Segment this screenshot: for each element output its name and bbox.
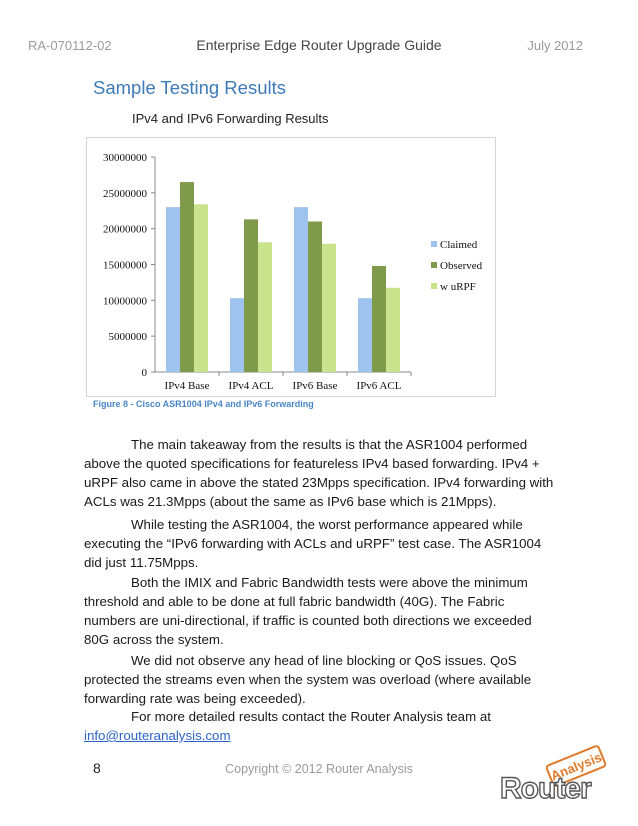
bar-observed — [372, 266, 386, 372]
page-number: 8 — [93, 760, 101, 776]
bar-w-urpf — [386, 288, 400, 372]
legend-label: w uRPF — [440, 281, 476, 293]
x-tick-label: IPv4 Base — [164, 380, 210, 392]
paragraph-4 — [84, 651, 554, 708]
bar-observed — [244, 219, 258, 372]
x-tick-label: IPv6 ACL — [356, 380, 402, 392]
y-tick-label: 20000000 — [103, 223, 147, 236]
legend-swatch — [431, 283, 437, 289]
y-tick-label: 0 — [141, 367, 147, 379]
chart-title: IPv4 and IPv6 Forwarding Results — [132, 111, 329, 126]
router-analysis-logo — [496, 744, 612, 806]
footer-copyright: Copyright © 2012 Router Analysis — [225, 762, 413, 776]
paragraph-text: Both the IMIX and Fabric Bandwidth tests were above the minimum threshold and able to be done at full fabric bandwidth (40G). The Fabric numbers are uni-directional, if traffic is counted both directions we exceeded 80G across the system. — [84, 575, 532, 647]
bar-claimed — [358, 298, 372, 372]
header-date: July 2012 — [527, 38, 583, 53]
x-tick-label: IPv4 ACL — [228, 380, 274, 392]
legend-label: Claimed — [440, 239, 478, 251]
header-doc-id: RA-070112-02 — [28, 38, 112, 53]
forwarding-chart — [86, 137, 496, 397]
figure-caption: Figure 8 - Cisco ASR1004 IPv4 and IPv6 Forwarding — [93, 399, 314, 409]
legend-label: Observed — [440, 260, 483, 272]
bar-claimed — [230, 298, 244, 372]
legend-swatch — [431, 241, 437, 247]
y-tick-label: 5000000 — [108, 331, 147, 344]
y-tick-label: 15000000 — [103, 259, 147, 272]
section-title: Sample Testing Results — [93, 77, 286, 98]
logo-wordmark: Router — [500, 772, 591, 805]
paragraph-text: We did not observe any head of line blocking or QoS issues. QoS protected the streams even when the system was overload (where available forwarding rate was being exceeded). — [84, 653, 532, 706]
paragraph-1 — [84, 435, 554, 511]
bar-claimed — [166, 207, 180, 372]
contact-text: For more detailed results contact the Router Analysis team at — [131, 709, 491, 724]
bar-observed — [180, 182, 194, 372]
contact-paragraph — [84, 707, 554, 745]
bar-w-urpf — [194, 204, 208, 372]
bar-w-urpf — [258, 242, 272, 372]
paragraph-3 — [84, 573, 554, 649]
header-title: Enterprise Edge Router Upgrade Guide — [196, 37, 442, 53]
legend-swatch — [431, 262, 437, 268]
chart-svg — [87, 138, 495, 396]
bar-w-urpf — [322, 244, 336, 372]
bar-observed — [308, 222, 322, 373]
contact-email-link[interactable]: info@routeranalysis.com — [84, 728, 231, 743]
y-tick-label: 10000000 — [103, 295, 147, 308]
x-tick-label: IPv6 Base — [292, 380, 338, 392]
y-tick-label: 30000000 — [103, 152, 147, 164]
y-tick-label: 25000000 — [103, 187, 147, 200]
paragraph-2 — [84, 515, 554, 572]
paragraph-text: While testing the ASR1004, the worst performance appeared while executing the “IPv6 forwarding with ACLs and uRPF” test case. The ASR1004 did just 11.75Mpps. — [84, 517, 542, 570]
logo-stamp-text: Analysis — [548, 749, 604, 784]
paragraph-text: The main takeaway from the results is that the ASR1004 performed above the quoted specifications for featureless IPv4 based forwarding. IPv4 + uRPF also came in above the stated 23Mpps specification. IPv4 forwarding with ACLs was 21.3Mpps (about the same as IPv6 base which is 21Mpps). — [84, 437, 554, 509]
bar-claimed — [294, 207, 308, 372]
